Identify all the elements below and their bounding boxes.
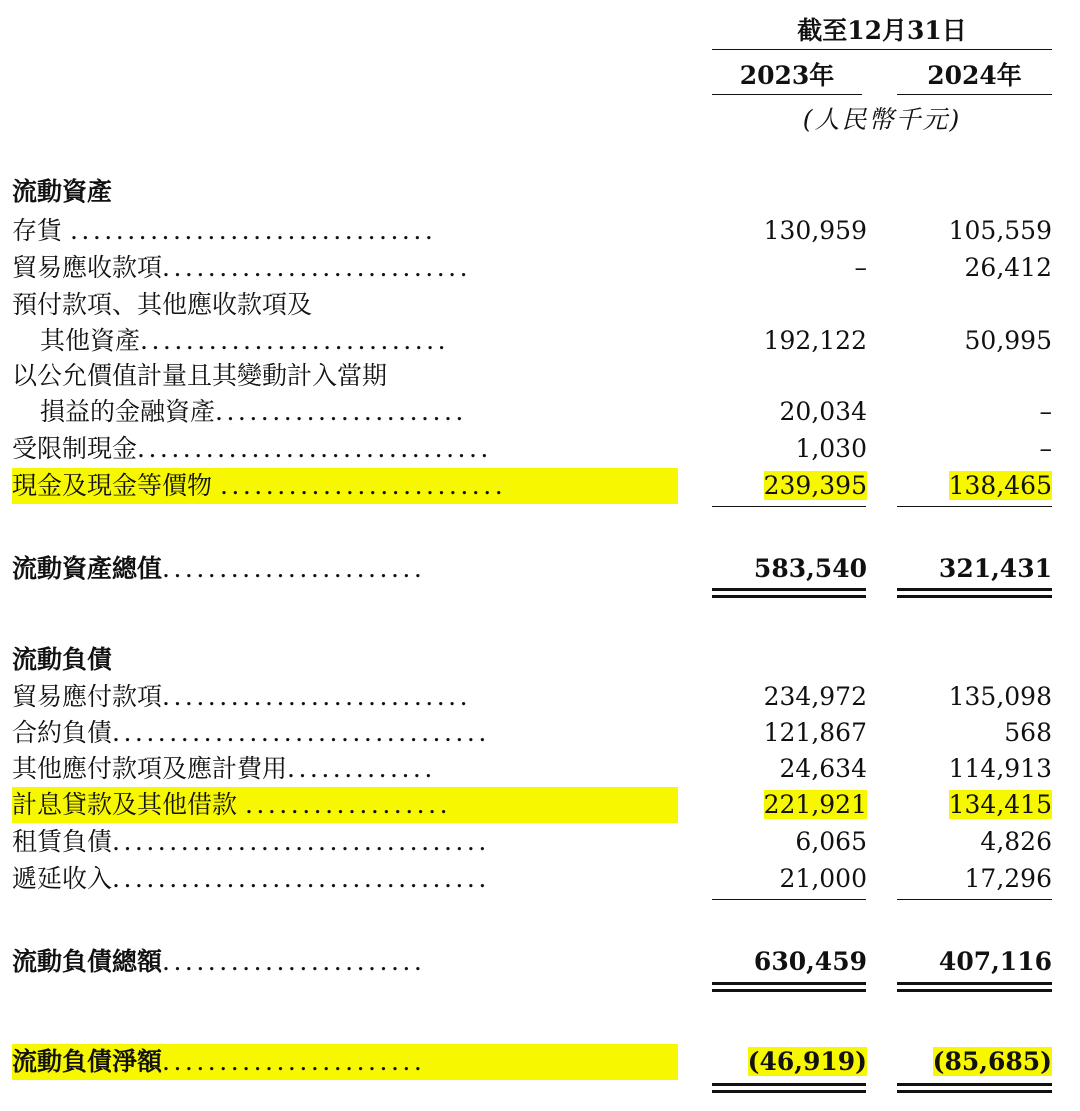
row-label: 租賃負債................................. — [12, 827, 490, 856]
double-rule-top-2023 — [712, 1083, 866, 1086]
period-rule — [712, 49, 1052, 50]
double-rule-bottom-2024 — [897, 595, 1052, 598]
value-2024: 114,913 — [948, 754, 1052, 783]
row-label-highlighted: 計息貸款及其他借款 .................. — [12, 787, 678, 823]
double-rule-bottom-2023 — [712, 989, 866, 992]
value-2024: 568 — [1004, 718, 1052, 747]
row-label: 遞延收入................................. — [12, 864, 490, 893]
value-2023: 121,867 — [763, 718, 867, 747]
currency-unit: (人民幣千元) — [802, 105, 962, 134]
value-2024: – — [1039, 397, 1052, 426]
value-2023: 192,122 — [763, 326, 867, 355]
value-2023: – — [854, 253, 867, 282]
subtotal-rule-2024 — [897, 506, 1052, 507]
double-rule-top-2023 — [712, 982, 866, 985]
double-rule-bottom-2023 — [712, 595, 866, 598]
value-2024: 135,098 — [948, 682, 1052, 711]
row-label: 其他資產........................... — [40, 326, 450, 355]
value-2024: 17,296 — [964, 864, 1052, 893]
value-2024: 4,826 — [980, 827, 1052, 856]
value-2024: – — [1039, 434, 1052, 463]
net-2024: (85,685) — [932, 1047, 1052, 1076]
value-2023: 221,921 — [763, 790, 867, 819]
value-2023: 239,395 — [763, 471, 867, 500]
double-rule-bottom-2023 — [712, 1090, 866, 1093]
year-2024-header: 2024年 — [927, 61, 1022, 90]
double-rule-bottom-2024 — [897, 1090, 1052, 1093]
double-rule-top-2023 — [712, 588, 866, 591]
subtotal-rule-2024 — [897, 899, 1052, 900]
current-assets-title: 流動資產 — [12, 177, 113, 206]
value-2023: 1,030 — [795, 434, 867, 463]
year-2024-rule — [897, 94, 1052, 95]
row-label: 損益的金融資產...................... — [40, 397, 467, 426]
value-2023: 24,634 — [779, 754, 867, 783]
value-2023: 234,972 — [763, 682, 867, 711]
row-label-line1: 預付款項、其他應收款項及 — [12, 290, 313, 319]
row-label: 貿易應付款項........................... — [12, 682, 472, 711]
year-2023-rule — [712, 94, 862, 95]
row-label-highlighted: 現金及現金等價物 ......................... — [12, 468, 678, 504]
value-2023: 130,959 — [763, 216, 867, 245]
value-2024: 105,559 — [948, 216, 1052, 245]
row-label: 合約負債................................. — [12, 718, 490, 747]
total-2023: 630,459 — [753, 947, 867, 976]
total-2024: 407,116 — [938, 947, 1052, 976]
value-2024: 134,415 — [948, 790, 1052, 819]
net-liabilities-label: 流動負債淨額....................... — [12, 1044, 678, 1080]
value-2024: 26,412 — [964, 253, 1052, 282]
double-rule-bottom-2024 — [897, 989, 1052, 992]
total-label: 流動負債總額....................... — [12, 947, 426, 976]
value-2024: 50,995 — [964, 326, 1052, 355]
double-rule-top-2024 — [897, 588, 1052, 591]
total-2024: 321,431 — [938, 554, 1052, 583]
total-label: 流動資產總值....................... — [12, 554, 426, 583]
year-2023-header: 2023年 — [739, 61, 835, 90]
value-2023: 6,065 — [795, 827, 867, 856]
net-2023: (46,919) — [747, 1047, 867, 1076]
row-label: 受限制現金............................... — [12, 434, 492, 463]
value-2024: 138,465 — [948, 471, 1052, 500]
double-rule-top-2024 — [897, 982, 1052, 985]
double-rule-top-2024 — [897, 1083, 1052, 1086]
row-label: 其他應付款項及應計費用............. — [12, 754, 436, 783]
row-label-line1: 以公允價值計量且其變動計入當期 — [12, 361, 388, 390]
subtotal-rule-2023 — [712, 506, 866, 507]
period-header: 截至12月31日 — [797, 16, 967, 45]
total-2023: 583,540 — [753, 554, 867, 583]
value-2023: 21,000 — [779, 864, 867, 893]
value-2023: 20,034 — [779, 397, 867, 426]
subtotal-rule-2023 — [712, 899, 866, 900]
row-label: 貿易應收款項........................... — [12, 253, 472, 282]
row-label: 存貨 ................................ — [12, 216, 437, 245]
current-liabilities-title: 流動負債 — [12, 645, 113, 674]
